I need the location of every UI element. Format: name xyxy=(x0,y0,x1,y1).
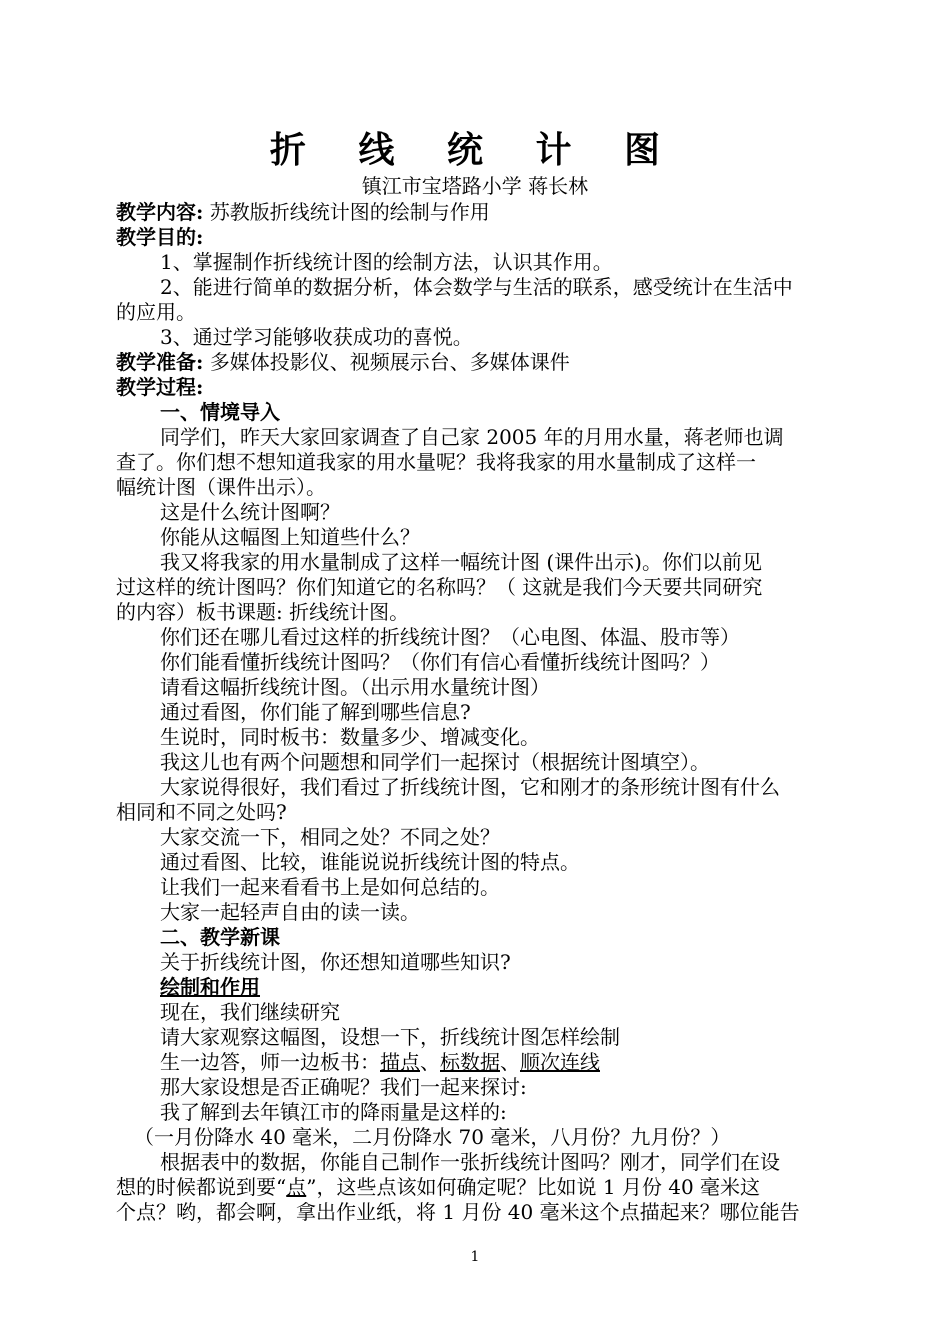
paragraph-line: 的内容）板书课题: 折线统计图。 xyxy=(116,600,410,624)
paragraph-line: 你们还在哪儿看过这样的折线统计图？（心电图、体温、股市等） xyxy=(160,625,740,649)
text-fragment: ”，这些点该如何确定呢？比如说 1 月份 40 毫米这 xyxy=(306,1175,761,1199)
goal-item-2b: 的应用。 xyxy=(116,300,196,324)
content-label: 教学内容: xyxy=(116,200,204,224)
document-title: 折 线 统 计 图 xyxy=(269,129,681,171)
separator: 、 xyxy=(500,1050,520,1074)
author-line: 镇江市宝塔路小学 蒋长林 xyxy=(361,174,589,198)
paragraph-line: 你能从这幅图上知道些什么？ xyxy=(160,525,420,549)
paragraph-line: 那大家设想是否正确呢？我们一起来探讨: xyxy=(160,1075,527,1099)
goal-item-1: 1、掌握制作折线统计图的绘制方法，认识其作用。 xyxy=(160,250,613,274)
section-heading-1: 一、情境导入 xyxy=(160,400,280,424)
paragraph-line: 请看这幅折线统计图。（出示用水量统计图） xyxy=(160,675,550,699)
paragraph-line xyxy=(116,1175,840,1200)
board-writing-line xyxy=(160,1050,884,1075)
paragraph-line: 大家说得很好，我们看过了折线统计图，它和刚才的条形统计图有什么 xyxy=(160,775,780,799)
paragraph-line: 个点？哟，都会啊，拿出作业纸，将 1 月份 40 毫米这个点描起来？哪位能告 xyxy=(116,1200,800,1224)
separator: 、 xyxy=(420,1050,440,1074)
goal-item-3: 3、通过学习能够收获成功的喜悦。 xyxy=(160,325,473,349)
process-label: 教学过程: xyxy=(116,375,204,399)
paragraph-line: 现在，我们继续研究 xyxy=(160,1000,340,1024)
prep-label: 教学准备: xyxy=(116,350,204,374)
paragraph-line: 这是什么统计图啊？ xyxy=(160,500,340,524)
paragraph-line: 生说时，同时板书：数量多少、增减变化。 xyxy=(160,725,540,749)
paragraph-line: （一月份降水 40 毫米，二月份降水 70 毫米，八月份？九月份？） xyxy=(134,1125,731,1149)
content-text: 苏教版折线统计图的绘制与作用 xyxy=(209,200,490,224)
subheading: 绘制和作用 xyxy=(160,975,260,999)
paragraph-line: 查了。你们想不想知道我家的用水量呢？我将我家的用水量制成了这样一 xyxy=(116,450,756,474)
prep-text: 多媒体投影仪、视频展示台、多媒体课件 xyxy=(209,350,570,374)
paragraph-line: 你们能看懂折线统计图吗？（你们有信心看懂折线统计图吗？） xyxy=(160,650,720,674)
paragraph-line: 让我们一起来看看书上是如何总结的。 xyxy=(160,875,500,899)
goal-item-2a: 2、能进行简单的数据分析，体会数学与生活的联系，感受统计在生活中 xyxy=(160,275,793,299)
board-writing-prefix: 生一边答，师一边板书： xyxy=(160,1050,380,1074)
paragraph-line: 根据表中的数据，你能自己制作一张折线统计图吗？刚才，同学们在设 xyxy=(160,1150,780,1174)
section-heading-2: 二、教学新课 xyxy=(160,925,280,949)
emphasized-word: 点 xyxy=(286,1175,307,1199)
paragraph-line: 大家交流一下，相同之处？不同之处？ xyxy=(160,825,500,849)
paragraph-line: 同学们，昨天大家回家调查了自己家 2005 年的月用水量，蒋老师也调 xyxy=(160,425,784,449)
board-item-connect-lines: 顺次连线 xyxy=(520,1050,600,1074)
goal-label: 教学目的: xyxy=(116,225,204,249)
paragraph-line: 通过看图、比较，谁能说说折线统计图的特点。 xyxy=(160,850,580,874)
paragraph-line: 我又将我家的用水量制成了这样一幅统计图 (课件出示)。你们以前见 xyxy=(160,550,762,574)
paragraph-line: 我了解到去年镇江市的降雨量是这样的: xyxy=(160,1100,507,1124)
paragraph-line: 请大家观察这幅图，设想一下，折线统计图怎样绘制 xyxy=(160,1025,620,1049)
paragraph-line: 通过看图，你们能了解到哪些信息? xyxy=(160,700,471,724)
paragraph-line: 大家一起轻声自由的读一读。 xyxy=(160,900,420,924)
text-fragment: 想的时候都说到要“ xyxy=(116,1175,287,1199)
paragraph-line: 相同和不同之处吗? xyxy=(116,800,287,824)
paragraph-line: 过这样的统计图吗？你们知道它的名称吗？（ 这就是我们今天要共同研究 xyxy=(116,575,763,599)
page-number: 1 xyxy=(470,1249,480,1265)
paragraph-line: 幅统计图（课件出示）。 xyxy=(116,475,326,499)
content-line xyxy=(116,200,840,225)
prep-line xyxy=(116,350,840,375)
board-item-plot-points: 描点 xyxy=(380,1050,420,1074)
paragraph-line: 我这儿也有两个问题想和同学们一起探讨（根据统计图填空）。 xyxy=(160,750,710,774)
paragraph-line: 关于折线统计图，你还想知道哪些知识? xyxy=(160,950,511,974)
board-item-label-data: 标数据 xyxy=(440,1050,500,1074)
